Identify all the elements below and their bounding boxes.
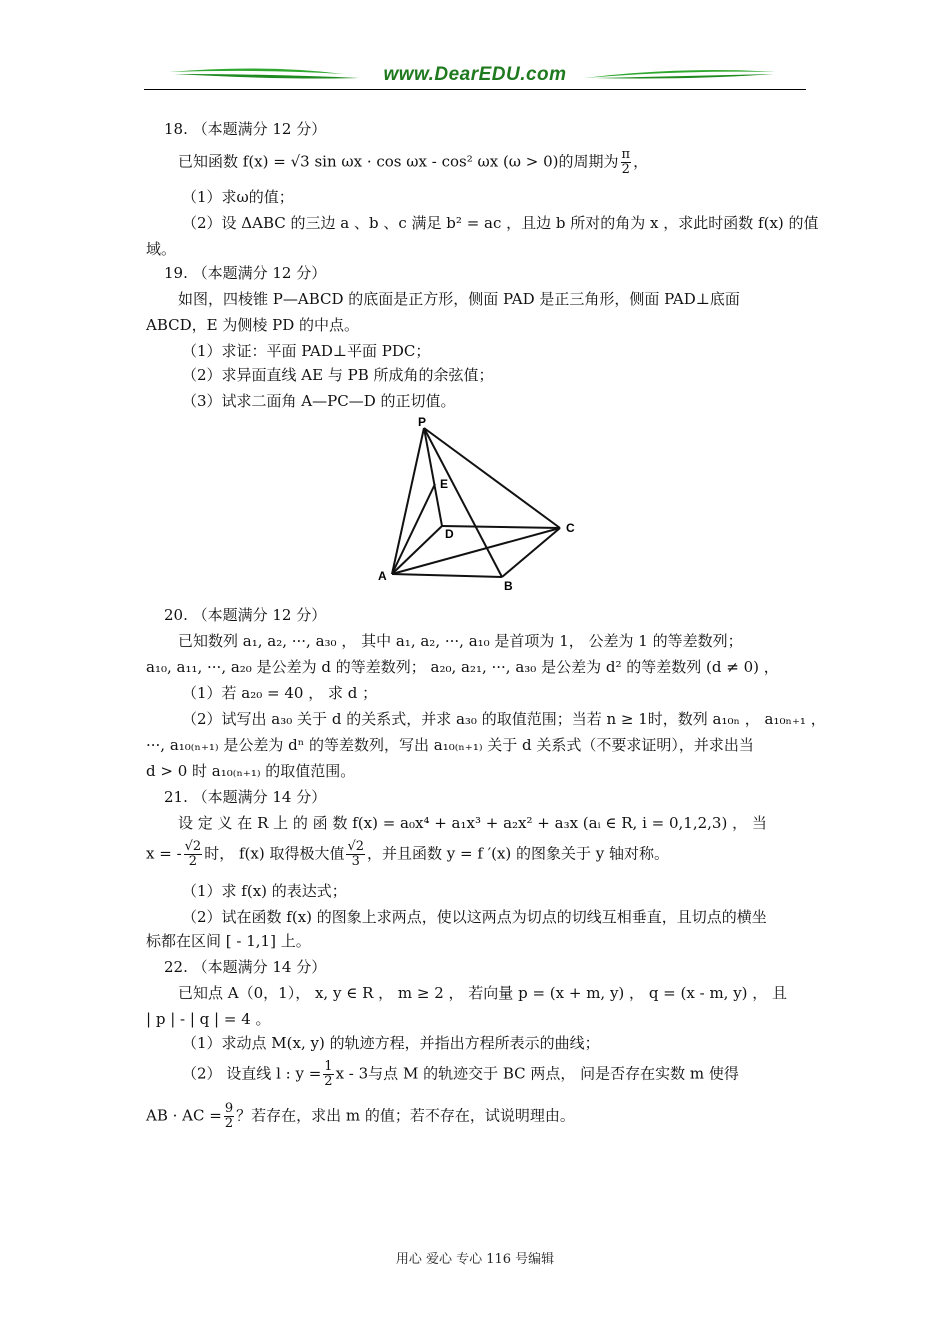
q20-title: 20. （本题满分 12 分） [164,606,327,624]
site-logo[interactable]: www.DearEDU.com [383,64,567,85]
q21-line1: 设 定 义 在 R 上 的 函 数 f(x) = a₀x⁴ + a₁x³ + a₂x² + a₃x (aᵢ ∈ R, i = 0,1,2,3) ， 当 [178,814,767,832]
q19-part1: （1）求证：平面 PAD⊥平面 PDC； [182,342,431,360]
q22-slope-num: 1 [324,1059,333,1074]
page-footer: 用心 爱心 专心 116 号编辑 [395,1252,555,1267]
page-header [144,60,806,92]
q21-line2 [146,840,669,869]
q18-frac-den: 2 [621,162,630,177]
q18-frac-num: π [621,147,631,162]
q21-frac1-den: 2 [188,854,198,869]
q20-part2-cont2: d > 0 时 a₁₀₍ₙ₊₁₎ 的取值范围。 [146,762,356,780]
q21-line2-end: ，并且函数 y = f ′(x) 的图象关于 y 轴对称。 [367,844,670,863]
edge-DC [442,526,560,528]
q22-line-eq: （2） 设直线 l : y = [182,1064,322,1083]
q21-frac2-den: 3 [351,854,360,869]
q22-slope-frac [323,1060,333,1089]
q22-title: 22. （本题满分 14 分） [164,958,327,976]
q18-part2: （2）设 ΔABC 的三边 a 、b 、c 满足 b² = ac ，且边 b 所对的角为 x ，求此时函数 f(x) 的值 [182,214,819,232]
q18-period-fraction [621,148,632,177]
header-rule [144,89,806,90]
q22-value-den: 2 [224,1116,234,1131]
label-P: P [418,415,427,429]
q20-part2: （2）试写出 a₃₀ 关于 d 的关系式，并求 a₃₀ 的取值范围；当若 n ≥ 1时，数列 a₁₀ₙ ， a₁₀ₙ₊₁ ， [182,710,826,728]
label-E: E [440,477,449,491]
q20-line1: 已知数列 a₁, a₂, ···, a₃₀ ， 其中 a₁, a₂, ···, a₁₀ 是首项为 1， 公差为 1 的等差数列； [178,632,743,650]
q22-slope-den: 2 [324,1074,333,1089]
q19-stem-cont: ABCD，E 为侧棱 PD 的中点。 [146,316,360,334]
q22-line1: 已知点 A（0，1）， x, y ∈ R ， m ≥ 2 ， 若向量 p = (x + m, y) ， q = (x - m, y) ， 且 [178,984,788,1002]
q20-part1: （1）若 a₂₀ = 40 ， 求 d ； [182,684,378,702]
q21-part2-cont: 标都在区间 [ - 1,1] 上。 [146,932,311,950]
q22-line3 [146,1102,575,1131]
q20-line2: a₁₀, a₁₁, ···, a₂₀ 是公差为 d 的等差数列； a₂₀, a₂₁, ···, a₃₀ 是公差为 d² 的等差数列 (d ≠ 0) ， [146,658,779,676]
q19-part2: （2）求异面直线 AE 与 PB 所成角的余弦值； [182,366,494,384]
q22-dot-product: AB · AC = [146,1106,222,1125]
q22-part2-rest: x - 3与点 M 的轨迹交于 BC 两点， 问是否存在实数 m 使得 [335,1064,739,1083]
label-D: D [445,527,454,541]
pyramid-figure [366,414,586,596]
q22-line2: | p | - | q | = 4 。 [146,1010,271,1028]
q22-line3-rest: ？若存在，求出 m 的值；若不存在，试说明理由。 [236,1106,575,1125]
q22-part1: （1）求动点 M(x, y) 的轨迹方程，并指出方程所表示的曲线； [182,1034,600,1052]
q18-stem-end: ， [633,152,649,171]
q21-frac2-num: √2 [347,839,365,854]
q18-title: 18. （本题满分 12 分） [164,120,327,138]
q19-stem: 如图，四棱锥 P—ABCD 的底面是正方形，侧面 PAD 是正三角形，侧面 PAD⊥底面 [178,290,740,308]
q18-part1: （1）求ω的值； [182,188,294,206]
q21-frac2 [346,840,365,869]
edge-AB [392,574,502,577]
edge-PA [392,428,424,574]
edge-AE [392,484,435,574]
q18-stem [178,148,648,177]
q20-part2-cont1: ···, a₁₀₍ₙ₊₁₎ 是公差为 dⁿ 的等差数列，写出 a₁₀₍ₙ₊₁₎ 关于 d 关系式（不要求证明），并求出当 [146,736,754,754]
q19-part3: （3）试求二面角 A—PC—D 的正切值。 [182,392,456,410]
q22-value-num: 9 [224,1101,234,1116]
q21-part2: （2）试在函数 f(x) 的图象上求两点，使以这两点为切点的切线互相垂直，且切点的横坐 [182,908,767,926]
q19-title: 19. （本题满分 12 分） [164,264,327,282]
q21-x-value: x = - [146,844,182,863]
q18-stem-text: 已知函数 f(x) = √3 sin ωx · cos ωx - cos² ωx (ω > 0)的周期为 [178,152,619,171]
label-C: C [566,521,575,535]
q21-frac1 [184,840,203,869]
q21-frac1-num: √2 [184,839,202,854]
q18-part2-cont: 域。 [146,240,177,258]
label-A: A [378,569,387,583]
label-B: B [504,579,513,593]
q21-part1: （1）求 f(x) 的表达式； [182,882,347,900]
q22-value-frac [224,1102,234,1131]
q21-title: 21. （本题满分 14 分） [164,788,327,806]
pyramid-diagram [366,414,586,596]
q22-part2 [182,1060,739,1089]
q21-line2-mid: 时， f(x) 取得极大值 [204,844,345,863]
